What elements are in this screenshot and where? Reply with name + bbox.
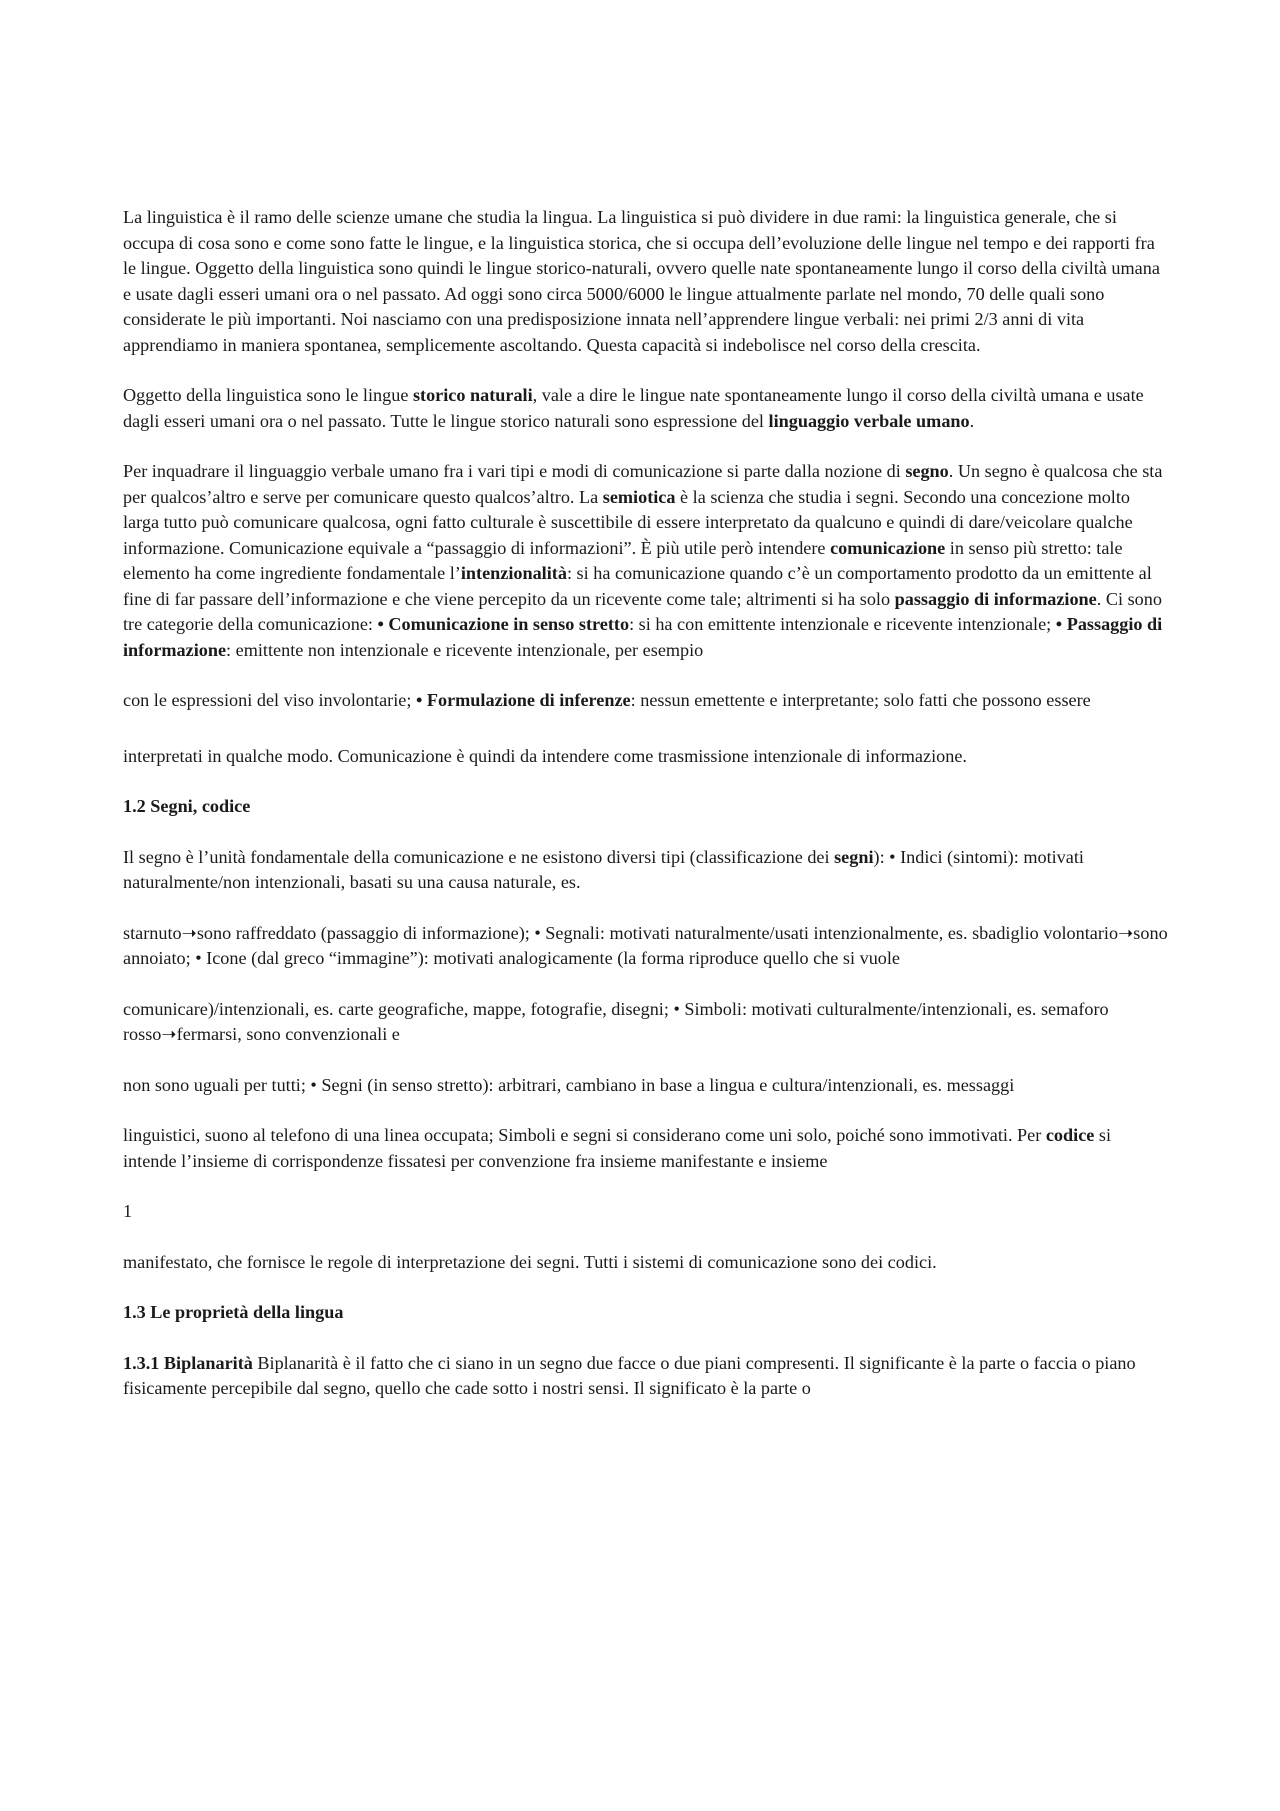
paragraph-non-uguali bbox=[123, 1073, 1168, 1099]
bold-term-formulazione-inferenze: • Formulazione di inferenze bbox=[415, 690, 631, 710]
text-run: : nessun emettente e interpretante; solo fatti che possono essere bbox=[630, 690, 1091, 710]
text-run: Biplanarità è il fatto che ci siano in un segno due facce o due piani compresenti. Il significante è la parte o faccia o piano fisicamente percepibile dal segno, quello che cade sotto i nostri sensi. Il significato è la parte o bbox=[123, 1352, 1136, 1398]
text-run: Per inquadrare il linguaggio verbale umano fra i vari tipi e modi di comunicazione si parte dalla nozione di bbox=[123, 461, 906, 481]
document-page bbox=[123, 205, 1168, 1427]
text-run: : si ha comunicazione quando c’è un comportamento prodotto da un emittente al fine di far passare dell’informazione e che viene percepito da un ricevente come tale; altrimenti si ha solo bbox=[123, 563, 1152, 609]
text-run: manifestato, che fornisce le regole di interpretazione dei segni. Tutti i sistemi di comunicazione sono dei codici. bbox=[123, 1251, 937, 1272]
bold-term-biplanarita: 1.3.1 Biplanarità bbox=[123, 1352, 253, 1373]
paragraph-codice bbox=[123, 1123, 1168, 1174]
paragraph-classificazione-segni bbox=[123, 845, 1168, 896]
bold-term-passaggio-informazione: passaggio di informazione bbox=[894, 588, 1097, 609]
text-run: Il segno è l’unità fondamentale della comunicazione e ne esistono diversi tipi (classificazione dei bbox=[123, 846, 835, 867]
bold-term-segni: segni bbox=[834, 846, 874, 867]
text-run: starnuto➝sono raffreddato (passaggio di informazione); • Segnali: motivati naturalmente/usati intenzionalmente, es. sbadiglio volontario➝sono annoiato; • Icone (dal greco “immagine”): motivati analogicamente (la forma riproduce quello che si vuole bbox=[123, 922, 1168, 968]
text-run: Oggetto della linguistica sono le lingue bbox=[123, 385, 413, 405]
bold-term-comunicazione-senso-stretto: • Comunicazione in senso stretto bbox=[377, 614, 630, 634]
text-run: . bbox=[969, 410, 975, 431]
paragraph-segno-comunicazione bbox=[123, 459, 1168, 663]
bold-term-semiotica: semiotica bbox=[602, 486, 676, 507]
bold-term-passaggio-informazione-2: • Passaggio di informazione bbox=[123, 614, 1163, 660]
paragraph-biplanarita bbox=[123, 1351, 1168, 1402]
text-run: non sono uguali per tutti; • Segni (in senso stretto): arbitrari, cambiano in base a lingua e cultura/intenzionali, es. messaggi bbox=[123, 1074, 1015, 1095]
text-run: : emittente non intenzionale e ricevente intenzionale, per esempio bbox=[226, 639, 704, 660]
text-run: linguistici, suono al telefono di una linea occupata; Simboli e segni si considerano come uni solo, poiché sono immotivati. Per bbox=[123, 1125, 1046, 1145]
text-run: è la scienza che studia i segni. Secondo una concezione molto larga tutto può comunicare qualcosa, ogni fatto culturale è suscettibile di essere interpretato da qualcuno e quindi di dare/veicolare qualche informazione. Comunicazione equivale a “passaggio di informazioni”. È più utile però intendere bbox=[123, 486, 1133, 558]
text-run: comunicare)/intenzionali, es. carte geografiche, mappe, fotografie, disegni; • Simboli: motivati culturalmente/intenzionali, es. semaforo rosso➝fermarsi, sono convenzionali e bbox=[123, 998, 1109, 1044]
text-run: si intende l’insieme di corrispondenze fissatesi per convenzione fra insieme manifestante e insieme bbox=[123, 1125, 1112, 1171]
text-run: ): • Indici (sintomi): motivati naturalmente/non intenzionali, basati su una causa naturale, es. bbox=[123, 846, 1084, 892]
section-heading-segni-codice: 1.2 Segni, codice bbox=[123, 796, 251, 816]
section-heading-proprieta-lingua: 1.3 Le proprietà della lingua bbox=[123, 1302, 344, 1322]
text-run: in senso più stretto: tale elemento ha come ingrediente fondamentale l’ bbox=[123, 537, 1123, 583]
text-run: : si ha con emittente intenzionale e ricevente intenzionale; bbox=[629, 614, 1056, 634]
text-run: . Ci sono tre categorie della comunicazione: bbox=[123, 588, 1162, 634]
paragraph-manifestato bbox=[123, 1250, 1168, 1276]
page-number: 1 bbox=[123, 1201, 133, 1221]
paragraph-intro bbox=[123, 205, 1168, 358]
bold-term-codice: codice bbox=[1045, 1125, 1095, 1145]
paragraph-comunicare-intenzionali bbox=[123, 997, 1168, 1048]
text-run: , vale a dire le lingue nate spontaneamente lungo il corso della civiltà umana e usate dagli esseri umani ora o nel passato. Tutte le lingue storico naturali sono espressione del bbox=[123, 385, 1144, 431]
paragraph-inferenze bbox=[123, 688, 1168, 714]
bold-term-comunicazione: comunicazione bbox=[830, 537, 946, 558]
paragraph-interpretati bbox=[123, 744, 1168, 770]
bold-term-linguaggio-verbale: linguaggio verbale umano bbox=[768, 410, 970, 431]
bold-term-segno: segno bbox=[905, 461, 949, 481]
bold-term-intenzionalita: intenzionalità bbox=[460, 563, 567, 583]
paragraph-starnuto bbox=[123, 921, 1168, 972]
text-run: . Un segno è qualcosa che sta per qualcos’altro e serve per comunicare questo qualcos’altro. La bbox=[123, 461, 1163, 507]
text-run: interpretati in qualche modo. Comunicazione è quindi da intendere come trasmissione intenzionale di informazione. bbox=[123, 745, 967, 766]
paragraph-intro-text: La linguistica è il ramo delle scienze umane che studia la lingua. La linguistica si può dividere in due rami: la linguistica generale, che si occupa di cosa sono e come sono fatte le lingue, e la linguistica storica, che si occupa dell’evoluzione delle lingue nel tempo e dei rapporti fra le lingue. Oggetto della linguistica sono quindi le lingue storico-naturali, ovvero quelle nate spontaneamente lungo il corso della civiltà umana e usate dagli esseri umani ora o nel passato. Ad oggi sono circa 5000/6000 le lingue attualmente parlate nel mondo, 70 delle quali sono considerate le più importanti. Noi nasciamo con una predisposizione innata nell’apprendere lingue verbali: nei primi 2/3 anni di vita apprendiamo in maniera spontanea, semplicemente ascoltando. Questa capacità si indebolisce nel corso della crescita. bbox=[123, 207, 1160, 355]
bold-term-storico-naturali: storico naturali bbox=[412, 385, 533, 405]
paragraph-storico-naturali bbox=[123, 383, 1168, 434]
text-run: con le espressioni del viso involontarie; bbox=[123, 690, 416, 710]
